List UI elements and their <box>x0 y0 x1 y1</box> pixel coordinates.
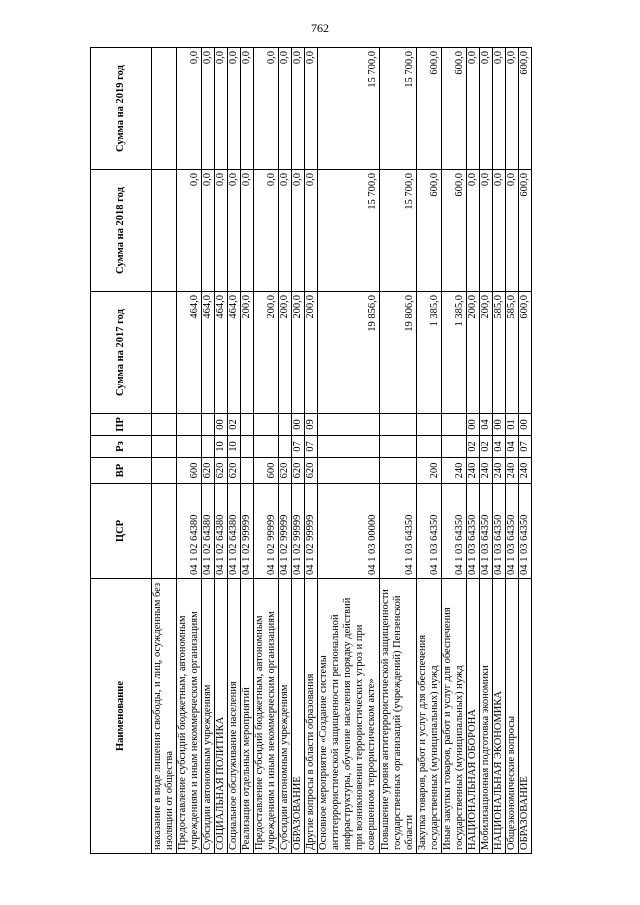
cell-pr <box>279 414 292 436</box>
cell-s2019: 15 700,0 <box>318 48 380 170</box>
cell-rz: 10 <box>228 436 241 458</box>
table-row <box>177 48 202 854</box>
cell-vr <box>241 458 254 484</box>
header-pr: ПР <box>91 414 152 436</box>
cell-name: Основное мероприятие «Создание системы антитеррористической защищенности региональной инфраструктуры, обучение населения порядку действий при возникновении террористических угроз и при совершенном террористическом акте» <box>318 579 380 854</box>
cell-rz: 02 <box>467 436 480 458</box>
table-row <box>152 48 177 854</box>
cell-s2019: 0,0 <box>480 48 493 170</box>
cell-s2017: 1 385,0 <box>442 292 467 414</box>
cell-s2018: 600,0 <box>519 170 532 292</box>
cell-csr: 04 1 02 99999 <box>254 484 279 579</box>
cell-rz <box>318 436 380 458</box>
cell-name: ОБРАЗОВАНИЕ <box>292 579 305 854</box>
header-row <box>91 48 152 854</box>
cell-rz: 07 <box>292 436 305 458</box>
cell-rz <box>254 436 279 458</box>
cell-name: Закупка товаров, работ и услуг для обеспечения государственных (муниципальных) нужд <box>417 579 442 854</box>
cell-s2019: 15 700,0 <box>380 48 417 170</box>
cell-s2018: 0,0 <box>480 170 493 292</box>
table-row <box>442 48 467 854</box>
cell-name: Предоставление субсидий бюджетным, автономным учреждениям и иным некоммерческим организациям <box>254 579 279 854</box>
cell-vr: 200 <box>417 458 442 484</box>
cell-s2017: 19 806,0 <box>380 292 417 414</box>
cell-csr: 04 1 02 99999 <box>279 484 292 579</box>
cell-csr: 04 1 03 64350 <box>380 484 417 579</box>
cell-csr: 04 1 03 64350 <box>493 484 506 579</box>
cell-vr: 620 <box>292 458 305 484</box>
cell-csr: 04 1 02 99999 <box>292 484 305 579</box>
cell-s2018: 0,0 <box>493 170 506 292</box>
cell-s2017: 600,0 <box>519 292 532 414</box>
cell-pr: 09 <box>305 414 318 436</box>
cell-s2017: 1 385,0 <box>417 292 442 414</box>
cell-csr: 04 1 02 99999 <box>241 484 254 579</box>
table-row <box>254 48 279 854</box>
cell-name: Мобилизационная подготовка экономики <box>480 579 493 854</box>
table-row <box>215 48 228 854</box>
table-row <box>292 48 305 854</box>
cell-s2017: 200,0 <box>254 292 279 414</box>
cell-s2019: 600,0 <box>519 48 532 170</box>
cell-rz: 02 <box>480 436 493 458</box>
cell-csr: 04 1 02 64380 <box>215 484 228 579</box>
cell-s2019: 0,0 <box>292 48 305 170</box>
cell-vr: 620 <box>279 458 292 484</box>
cell-s2017: 585,0 <box>506 292 519 414</box>
cell-s2019: 0,0 <box>241 48 254 170</box>
cell-s2017: 19 856,0 <box>318 292 380 414</box>
cell-csr: 04 1 03 64350 <box>506 484 519 579</box>
cell-rz <box>380 436 417 458</box>
cell-s2017: 200,0 <box>467 292 480 414</box>
cell-s2019: 0,0 <box>279 48 292 170</box>
table-row <box>380 48 417 854</box>
cell-name: наказание в виде лишения свободы, и лиц, осужденным без изоляции от общества <box>152 579 177 854</box>
cell-pr <box>442 414 467 436</box>
table-row <box>519 48 532 854</box>
cell-name: Повышение уровня антитеррористической защищенности государственных организаций (учреждений) Пензенской области <box>380 579 417 854</box>
cell-s2018: 0,0 <box>228 170 241 292</box>
cell-vr <box>152 458 177 484</box>
cell-pr <box>241 414 254 436</box>
table-row <box>202 48 215 854</box>
cell-name: СОЦИАЛЬНАЯ ПОЛИТИКА <box>215 579 228 854</box>
cell-name: ОБРАЗОВАНИЕ <box>519 579 532 854</box>
cell-vr: 600 <box>177 458 202 484</box>
cell-s2018: 15 700,0 <box>380 170 417 292</box>
cell-vr: 240 <box>442 458 467 484</box>
cell-name: Субсидии автономным учреждениям <box>279 579 292 854</box>
header-sum-2017: Сумма на 2017 год <box>91 292 152 414</box>
cell-s2017: 464,0 <box>202 292 215 414</box>
table-row <box>467 48 480 854</box>
cell-name: Социальное обслуживание населения <box>228 579 241 854</box>
cell-vr: 240 <box>519 458 532 484</box>
cell-name: Реализация отдельных мероприятий <box>241 579 254 854</box>
cell-vr <box>318 458 380 484</box>
cell-vr: 240 <box>480 458 493 484</box>
cell-s2019: 600,0 <box>442 48 467 170</box>
header-rz: Рз <box>91 436 152 458</box>
cell-vr: 620 <box>305 458 318 484</box>
table-row <box>480 48 493 854</box>
table-row <box>506 48 519 854</box>
cell-rz <box>177 436 202 458</box>
cell-pr: 00 <box>215 414 228 436</box>
cell-pr <box>202 414 215 436</box>
cell-s2018: 600,0 <box>442 170 467 292</box>
cell-s2018: 0,0 <box>506 170 519 292</box>
table-row <box>417 48 442 854</box>
cell-s2018: 0,0 <box>241 170 254 292</box>
cell-pr <box>152 414 177 436</box>
cell-rz <box>152 436 177 458</box>
cell-s2018: 0,0 <box>202 170 215 292</box>
cell-vr: 620 <box>202 458 215 484</box>
cell-rz <box>202 436 215 458</box>
cell-s2019: 0,0 <box>467 48 480 170</box>
cell-name: Субсидии автономным учреждениям <box>202 579 215 854</box>
table-row <box>241 48 254 854</box>
cell-s2018: 600,0 <box>417 170 442 292</box>
cell-s2017: 464,0 <box>215 292 228 414</box>
budget-table-rotated <box>90 48 542 854</box>
cell-rz: 04 <box>493 436 506 458</box>
cell-rz <box>279 436 292 458</box>
cell-s2018 <box>152 170 177 292</box>
cell-s2019: 0,0 <box>506 48 519 170</box>
cell-s2018: 15 700,0 <box>318 170 380 292</box>
cell-s2018: 0,0 <box>254 170 279 292</box>
cell-vr: 240 <box>467 458 480 484</box>
cell-csr: 04 1 03 64350 <box>442 484 467 579</box>
cell-vr: 620 <box>215 458 228 484</box>
cell-vr: 240 <box>506 458 519 484</box>
cell-pr <box>380 414 417 436</box>
cell-s2018: 0,0 <box>305 170 318 292</box>
cell-name: НАЦИОНАЛЬНАЯ ЭКОНОМИКА <box>493 579 506 854</box>
cell-s2018: 0,0 <box>292 170 305 292</box>
cell-csr: 04 1 03 64350 <box>519 484 532 579</box>
budget-table <box>90 47 532 854</box>
cell-csr: 04 1 02 64380 <box>177 484 202 579</box>
cell-s2017: 200,0 <box>292 292 305 414</box>
cell-name: Иные закупки товаров, работ и услуг для обеспечения государственных (муниципальных) нужд <box>442 579 467 854</box>
cell-pr: 04 <box>480 414 493 436</box>
cell-s2018: 0,0 <box>177 170 202 292</box>
cell-rz: 07 <box>305 436 318 458</box>
cell-s2018: 0,0 <box>467 170 480 292</box>
header-vr: ВР <box>91 458 152 484</box>
header-csr: ЦСР <box>91 484 152 579</box>
cell-rz <box>442 436 467 458</box>
header-sum-2018: Сумма на 2018 год <box>91 170 152 292</box>
cell-name: НАЦИОНАЛЬНАЯ ОБОРОНА <box>467 579 480 854</box>
cell-csr: 04 1 03 64350 <box>417 484 442 579</box>
cell-rz: 10 <box>215 436 228 458</box>
cell-s2019 <box>152 48 177 170</box>
cell-name: Другие вопросы в области образования <box>305 579 318 854</box>
cell-s2017: 464,0 <box>228 292 241 414</box>
cell-csr: 04 1 02 64380 <box>202 484 215 579</box>
cell-pr <box>417 414 442 436</box>
cell-name: Предоставление субсидий бюджетным, автономным учреждениям и иным некоммерческим организациям <box>177 579 202 854</box>
header-sum-2019: Сумма на 2019 год <box>91 48 152 170</box>
cell-rz: 07 <box>519 436 532 458</box>
cell-vr: 620 <box>228 458 241 484</box>
cell-s2019: 0,0 <box>228 48 241 170</box>
cell-rz: 04 <box>506 436 519 458</box>
cell-s2018: 0,0 <box>215 170 228 292</box>
cell-s2017: 200,0 <box>241 292 254 414</box>
header-name: Наименование <box>91 579 152 854</box>
table-row <box>279 48 292 854</box>
cell-s2018: 0,0 <box>279 170 292 292</box>
cell-pr: 00 <box>292 414 305 436</box>
cell-csr: 04 1 03 64350 <box>480 484 493 579</box>
cell-name: Общеэкономические вопросы <box>506 579 519 854</box>
cell-s2017: 464,0 <box>177 292 202 414</box>
cell-rz <box>241 436 254 458</box>
cell-csr: 04 1 02 99999 <box>305 484 318 579</box>
cell-pr: 01 <box>506 414 519 436</box>
cell-pr: 00 <box>519 414 532 436</box>
cell-s2019: 0,0 <box>202 48 215 170</box>
cell-s2017: 585,0 <box>493 292 506 414</box>
cell-s2019: 600,0 <box>417 48 442 170</box>
page-number: 762 <box>311 21 329 35</box>
table-row <box>228 48 241 854</box>
cell-vr: 240 <box>493 458 506 484</box>
cell-pr: 00 <box>467 414 480 436</box>
cell-csr: 04 1 02 64380 <box>228 484 241 579</box>
cell-s2017: 200,0 <box>279 292 292 414</box>
cell-pr: 00 <box>493 414 506 436</box>
cell-pr <box>177 414 202 436</box>
cell-s2019: 0,0 <box>215 48 228 170</box>
cell-pr <box>318 414 380 436</box>
cell-s2017 <box>152 292 177 414</box>
table-row <box>318 48 380 854</box>
cell-s2019: 0,0 <box>493 48 506 170</box>
cell-vr: 600 <box>254 458 279 484</box>
cell-rz <box>417 436 442 458</box>
cell-pr: 02 <box>228 414 241 436</box>
cell-csr: 04 1 03 00000 <box>318 484 380 579</box>
cell-s2019: 0,0 <box>177 48 202 170</box>
table-row <box>493 48 506 854</box>
cell-csr <box>152 484 177 579</box>
cell-csr: 04 1 03 64350 <box>467 484 480 579</box>
cell-s2019: 0,0 <box>305 48 318 170</box>
table-row <box>305 48 318 854</box>
cell-s2017: 200,0 <box>305 292 318 414</box>
cell-pr <box>254 414 279 436</box>
cell-s2017: 200,0 <box>480 292 493 414</box>
cell-s2019: 0,0 <box>254 48 279 170</box>
cell-vr <box>380 458 417 484</box>
